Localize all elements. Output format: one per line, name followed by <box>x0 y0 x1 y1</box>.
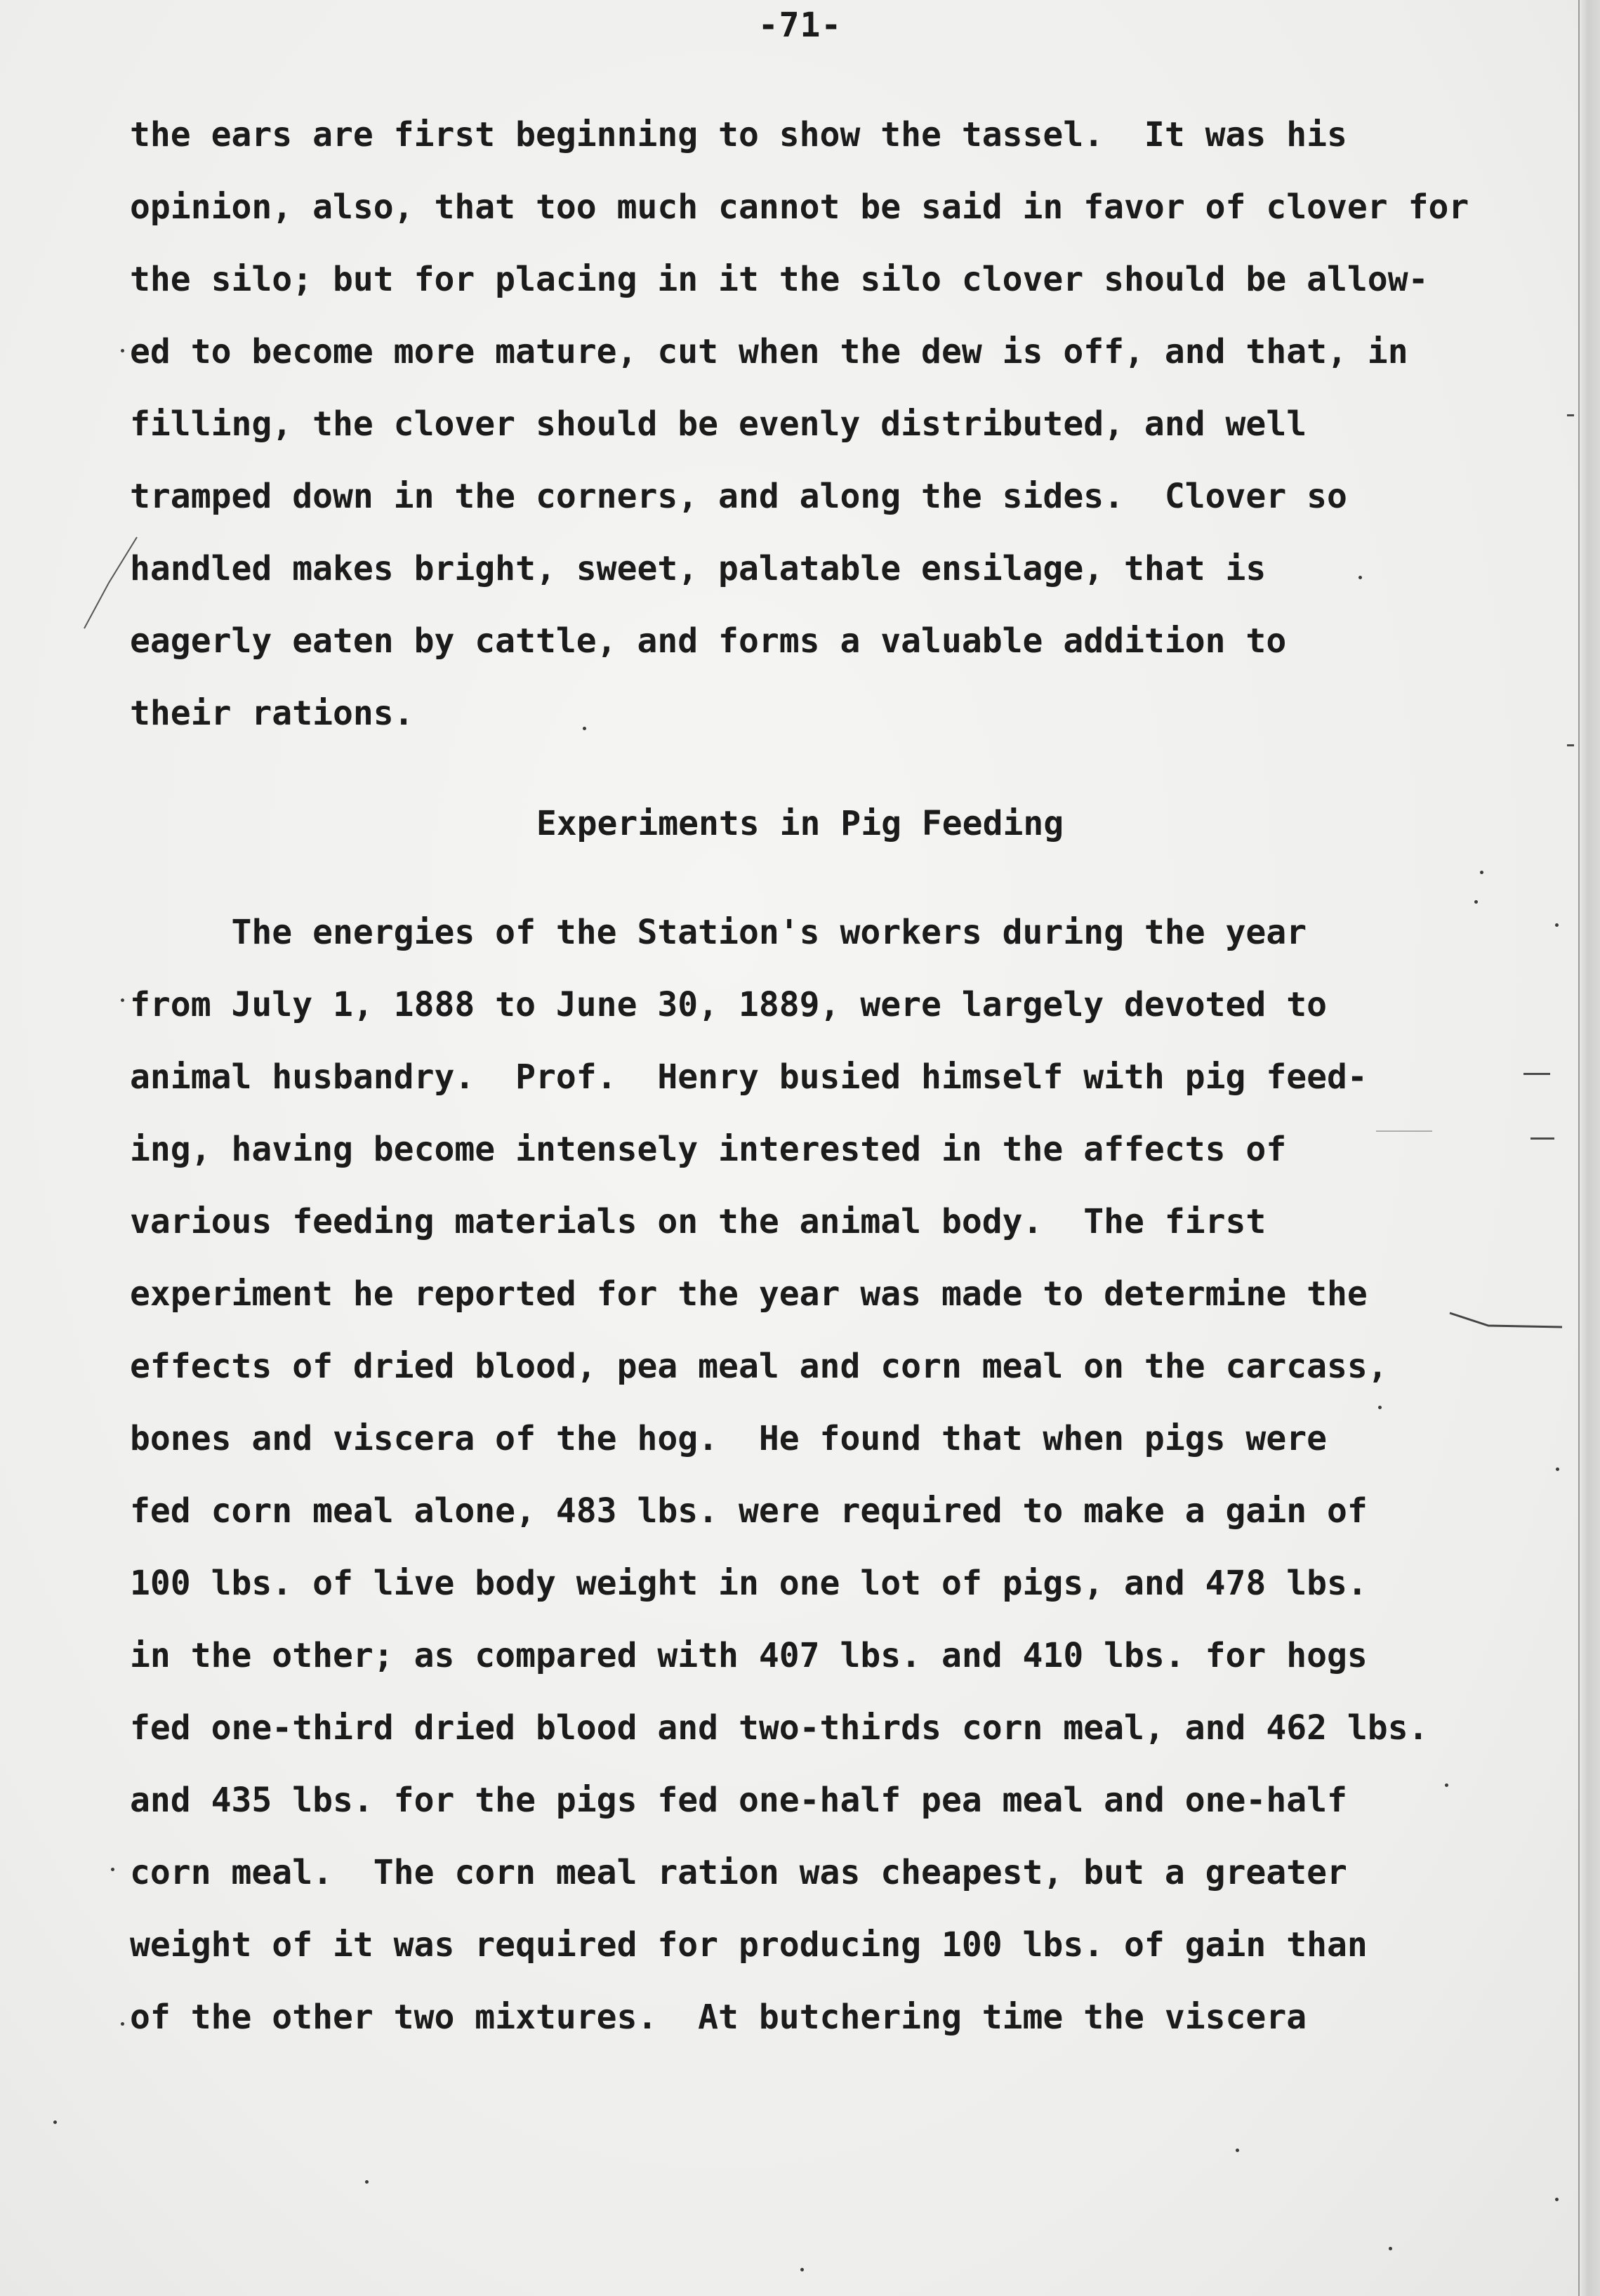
text-line: from July 1, 1888 to June 30, 1889, were largely devoted to <box>130 985 1328 1024</box>
text-line: corn meal. The corn meal ration was cheapest, but a greater <box>130 1853 1347 1892</box>
text-line: fed one-third dried blood and two-thirds corn meal, and 462 lbs. <box>130 1708 1429 1748</box>
text-line: 100 lbs. of live body weight in one lot of pigs, and 478 lbs. <box>130 1564 1368 1603</box>
scan-speck <box>583 727 586 730</box>
scan-speck <box>121 2022 124 2026</box>
scan-speck <box>1236 2149 1239 2152</box>
text-line: weight of it was required for producing 100 lbs. of gain than <box>130 1925 1368 1965</box>
scan-speck <box>1480 871 1483 874</box>
text-line: The energies of the Station's workers during the year <box>130 913 1307 952</box>
text-line: bones and viscera of the hog. He found that when pigs were <box>130 1419 1328 1458</box>
scan-speck <box>1358 576 1362 579</box>
text-line: handled makes bright, sweet, palatable ensilage, that is <box>130 549 1267 588</box>
scan-speck <box>800 2268 804 2271</box>
scan-speck <box>1556 1467 1559 1471</box>
text-line: various feeding materials on the animal body. The first <box>130 1202 1267 1241</box>
text-line: effects of dried blood, pea meal and corn meal on the carcass, <box>130 1347 1388 1386</box>
text-line: animal husbandry. Prof. Henry busied himself with pig feed- <box>130 1057 1368 1097</box>
margin-dash <box>1530 1137 1554 1140</box>
text-line: of the other two mixtures. At butchering time the viscera <box>130 1998 1307 2037</box>
text-line: the silo; but for placing in it the silo clover should be allow- <box>130 260 1429 299</box>
scan-speck <box>121 349 124 352</box>
margin-dash <box>1523 1073 1550 1075</box>
text-line: their rations. <box>130 694 414 733</box>
scan-speck <box>121 998 124 1002</box>
page-number: -71- <box>758 6 842 45</box>
scan-speck <box>1378 1406 1382 1409</box>
margin-dash <box>1567 744 1574 746</box>
text-line: in the other; as compared with 407 lbs. and 410 lbs. for hogs <box>130 1636 1368 1675</box>
scan-speck <box>365 2180 369 2184</box>
text-line: fed corn meal alone, 483 lbs. were required to make a gain of <box>130 1491 1368 1531</box>
scan-speck <box>1389 2247 1392 2250</box>
text-line: and 435 lbs. for the pigs fed one-half pea meal and one-half <box>130 1781 1347 1820</box>
text-line: experiment he reported for the year was made to determine the <box>130 1274 1368 1314</box>
scan-speck <box>1445 1783 1448 1787</box>
adjacent-page-edge <box>1580 0 1600 2296</box>
margin-annotation-stroke <box>77 534 140 632</box>
text-line: tramped down in the corners, and along the sides. Clover so <box>130 477 1347 516</box>
margin-dash <box>1376 1130 1432 1132</box>
text-line: filling, the clover should be evenly distributed, and well <box>130 404 1307 444</box>
scan-speck <box>53 2120 57 2124</box>
scan-speck <box>111 1868 114 1871</box>
text-line: eagerly eaten by cattle, and forms a valuable addition to <box>130 621 1287 661</box>
section-heading: Experiments in Pig Feeding <box>536 804 1064 843</box>
text-line: ing, having become intensely interested in the affects of <box>130 1130 1287 1169</box>
scan-speck <box>1474 900 1478 904</box>
scan-speck <box>1555 2198 1559 2201</box>
margin-annotation-mark <box>1446 1306 1566 1334</box>
margin-dash <box>1567 414 1574 416</box>
text-line: ed to become more mature, cut when the dew is off, and that, in <box>130 332 1408 371</box>
text-line: opinion, also, that too much cannot be said in favor of clover for <box>130 187 1469 227</box>
text-line: the ears are first beginning to show the tassel. It was his <box>130 115 1347 154</box>
scan-speck <box>1555 923 1559 927</box>
